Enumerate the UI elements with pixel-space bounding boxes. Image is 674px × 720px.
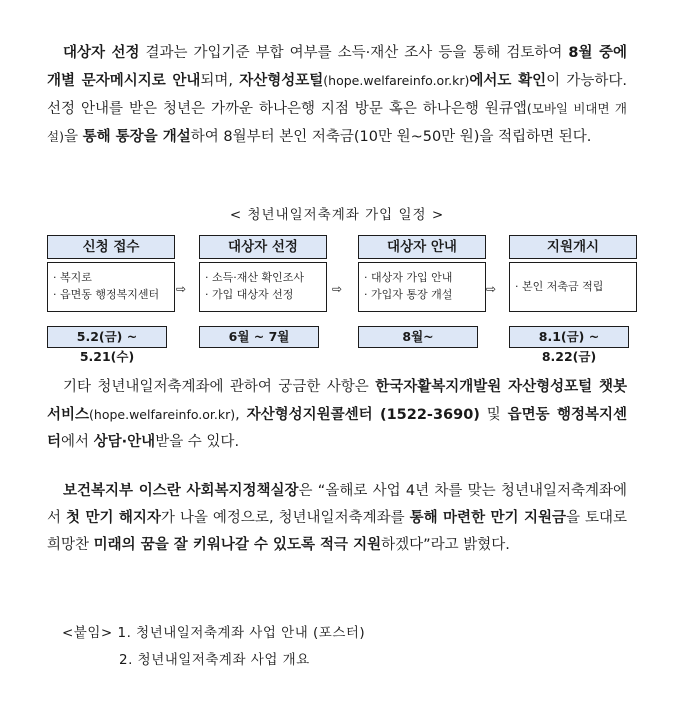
p1-url: (hope.welfareinfo.or.kr) — [323, 73, 470, 88]
p2-t5: 자산형성지원콜센터 (1522-3690) — [246, 407, 480, 423]
step-line: · 대상자 가입 안내 — [364, 271, 453, 284]
p2-t8: 에서 — [61, 434, 94, 450]
step-body — [47, 262, 175, 312]
attachment-1: <붙임> 1. 청년내일저축계좌 사업 안내 (포스터) — [62, 625, 366, 641]
step-line: · 본인 저축금 적립 — [515, 280, 604, 293]
date-selection: 6월 ~ 7월 — [199, 326, 319, 348]
p2-t10: 받을 수 있다. — [155, 434, 240, 450]
p1-t5: 자산형성포털 — [239, 73, 324, 89]
date-start: 8.1(금) ~ 8.22(금) — [509, 326, 629, 348]
step-body — [509, 262, 637, 312]
step-title: 지원개시 — [509, 235, 637, 259]
p2-t2: 한국자활복지개발원 자산형성포털 챗봇서비스 — [47, 379, 627, 423]
p1-t4: 되며, — [200, 73, 240, 89]
p1-t3: 8월 중에 개별 문자메시지로 안내 — [47, 45, 627, 89]
p2-t9: 상담·안내 — [93, 434, 156, 450]
p1-t1: 대상자 선정 — [63, 45, 140, 61]
p3-t8: 하겠다”라고 밝혔다. — [381, 537, 510, 553]
p2-url: (hope.welfareinfo.or.kr) — [89, 407, 236, 422]
step-body — [358, 262, 486, 312]
step-line: · 읍면동 행정복지센터 — [53, 288, 160, 301]
step-line: · 복지로 — [53, 271, 92, 284]
p3-t6: 을 토대로 희망찬 — [47, 510, 628, 553]
p3-t3: 첫 만기 해지자 — [66, 510, 161, 526]
schedule-step-start — [509, 235, 637, 312]
date-apply: 5.2(금) ~ 5.21(수) — [47, 326, 167, 348]
step-title: 신청 접수 — [47, 235, 175, 259]
arrow-icon: ⇨ — [486, 282, 497, 296]
step-line: · 소득·재산 확인조사 — [205, 271, 304, 284]
step-line: · 가입자 통장 개설 — [364, 288, 453, 301]
schedule-step-apply — [47, 235, 175, 312]
p1-t8: 이 가능하다. 선정 안내를 받은 청년은 가까운 하나은행 지점 방문 혹은 하나은행 원큐앱 — [47, 73, 627, 117]
paragraph-quote — [47, 478, 627, 559]
schedule-title: < 청년내일저축계좌 가입 일정 > — [229, 207, 445, 223]
p1-t11: 통해 통장을 개설 — [82, 129, 191, 145]
p2-t4: , — [235, 407, 247, 423]
schedule-step-notice — [358, 235, 486, 312]
p3-t2: 은 “올해로 사업 4년 차를 맞는 청년내일저축계좌에서 — [47, 483, 627, 526]
attachment-2: 2. 청년내일저축계좌 사업 개요 — [119, 652, 310, 668]
p2-t1: 기타 청년내일저축계좌에 관하여 궁금한 사항은 — [63, 379, 376, 395]
date-notice: 8월~ — [358, 326, 478, 348]
paragraph-selection-notice — [47, 40, 627, 151]
step-title: 대상자 안내 — [358, 235, 486, 259]
p1-t12: 하여 8월부터 본인 저축금(10만 원~50만 원)을 적립하면 된다. — [190, 129, 592, 145]
p1-t9: (모바일 비대면 개설) — [47, 101, 627, 144]
p3-t7: 미래의 꿈을 잘 키워나갈 수 있도록 적극 지원 — [93, 537, 382, 553]
schedule-step-selection — [199, 235, 327, 312]
arrow-icon: ⇨ — [332, 282, 343, 296]
p3-t4: 가 나올 예정으로, 청년내일저축계좌를 — [160, 510, 410, 526]
arrow-icon: ⇨ — [176, 282, 187, 296]
p3-t5: 통해 마련한 만기 지원금 — [409, 510, 566, 526]
step-title: 대상자 선정 — [199, 235, 327, 259]
p1-t7: 에서도 확인 — [469, 73, 547, 89]
step-line: · 가입 대상자 선정 — [205, 288, 294, 301]
p2-t7: 읍면동 행정복지센터 — [47, 407, 627, 450]
p2-t6: 및 — [479, 407, 508, 423]
paragraph-inquiries — [47, 374, 627, 456]
p3-t1: 보건복지부 이스란 사회복지정책실장 — [63, 483, 299, 499]
p1-t2: 결과는 가입기준 부합 여부를 소득·재산 조사 등을 통해 검토하여 — [139, 45, 569, 61]
p1-t10: 을 — [63, 129, 83, 145]
step-body — [199, 262, 327, 312]
